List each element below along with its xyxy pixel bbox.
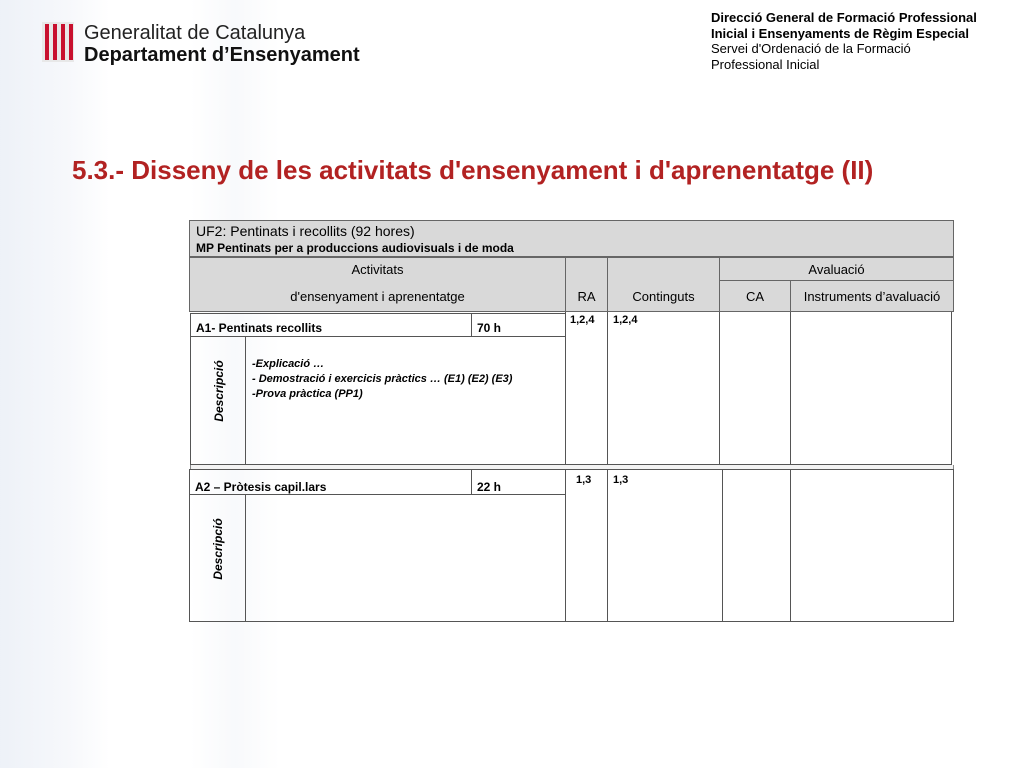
col-header-instruments — [790, 280, 954, 312]
a1-desc-cell — [245, 336, 566, 465]
direction-line-2: Inicial i Ensenyaments de Règim Especial — [711, 25, 969, 41]
a2-continguts: 1,3 — [613, 474, 629, 486]
col-instruments-label: Instruments d’avaluació — [803, 288, 941, 304]
a1-continguts-cell — [607, 312, 720, 465]
a1-desc-label: Descripció — [212, 360, 226, 422]
a2-desc-label-cell — [189, 494, 246, 622]
generalitat-logo-icon — [42, 22, 74, 62]
col-header-activitats-sub — [189, 281, 566, 312]
mp-title: MP Pentinats per a produccions audiovisuals i de moda — [196, 241, 514, 255]
a1-ra: 1,2,4 — [570, 314, 595, 326]
a2-ca-cell — [722, 469, 791, 622]
a2-desc-cell — [245, 494, 566, 622]
a1-desc-label-cell — [190, 336, 246, 465]
a1-hours-cell — [471, 313, 566, 337]
a1-ra-cell — [565, 312, 608, 465]
a1-desc-line: -Prova pràctica (PP1) — [252, 388, 363, 400]
a1-name: A1- Pentinats recollits — [196, 321, 323, 335]
direction-line-1: Direcció General de Formació Professional — [711, 10, 977, 25]
col-continguts-label: Continguts — [632, 289, 695, 304]
a1-name-cell — [190, 313, 472, 337]
col-ra-label: RA — [577, 289, 596, 304]
a2-instruments-cell — [790, 469, 954, 622]
col-ca-label: CA — [745, 288, 765, 304]
col-header-continguts — [607, 257, 720, 312]
a2-ra: 1,3 — [576, 474, 592, 486]
a1-desc-line: -Explicació … — [252, 358, 325, 370]
a2-name: A2 – Pròtesis capil.lars — [195, 480, 327, 494]
a2-hours: 22 h — [477, 480, 502, 494]
direction-line-4: Professional Inicial — [711, 56, 820, 72]
a2-name-cell — [189, 469, 472, 495]
a2-continguts-cell — [607, 469, 723, 622]
a2-desc-label: Descripció — [211, 518, 225, 580]
col-avaluacio-label: Avaluació — [808, 261, 865, 277]
direction-line-3: Servei d'Ordenació de la Formació — [711, 41, 911, 56]
a1-desc-line: - Demostració i exercicis pràctics … (E1) (E2) (E3) — [252, 373, 513, 385]
watermark-band-left — [0, 0, 110, 768]
uf-header — [189, 220, 954, 257]
org-name-line1: Generalitat de Catalunya — [84, 22, 306, 44]
a2-hours-cell — [471, 469, 566, 495]
org-name-line2: Departament d’Ensenyament — [84, 44, 360, 66]
a1-desc-lines — [252, 357, 512, 402]
a1-continguts: 1,2,4 — [613, 314, 638, 326]
page-title: 5.3.- Disseny de les activitats d'ensenyament i d'aprenentatge (II) — [72, 155, 874, 185]
col-activitats-label: Activitats — [351, 262, 404, 277]
a1-instruments-cell — [790, 312, 952, 465]
a1-ca-cell — [719, 312, 791, 465]
col-header-avaluacio — [719, 257, 954, 281]
a1-hours: 70 h — [477, 321, 502, 335]
col-activitats-sub-label: d'ensenyament i aprenentatge — [290, 288, 465, 304]
direction-block — [711, 10, 977, 72]
col-header-ca — [719, 280, 791, 312]
col-header-activitats — [189, 257, 566, 281]
col-header-ra — [565, 257, 608, 312]
a2-ra-cell — [565, 469, 608, 622]
uf-title: UF2: Pentinats i recollits (92 hores) — [196, 223, 415, 239]
